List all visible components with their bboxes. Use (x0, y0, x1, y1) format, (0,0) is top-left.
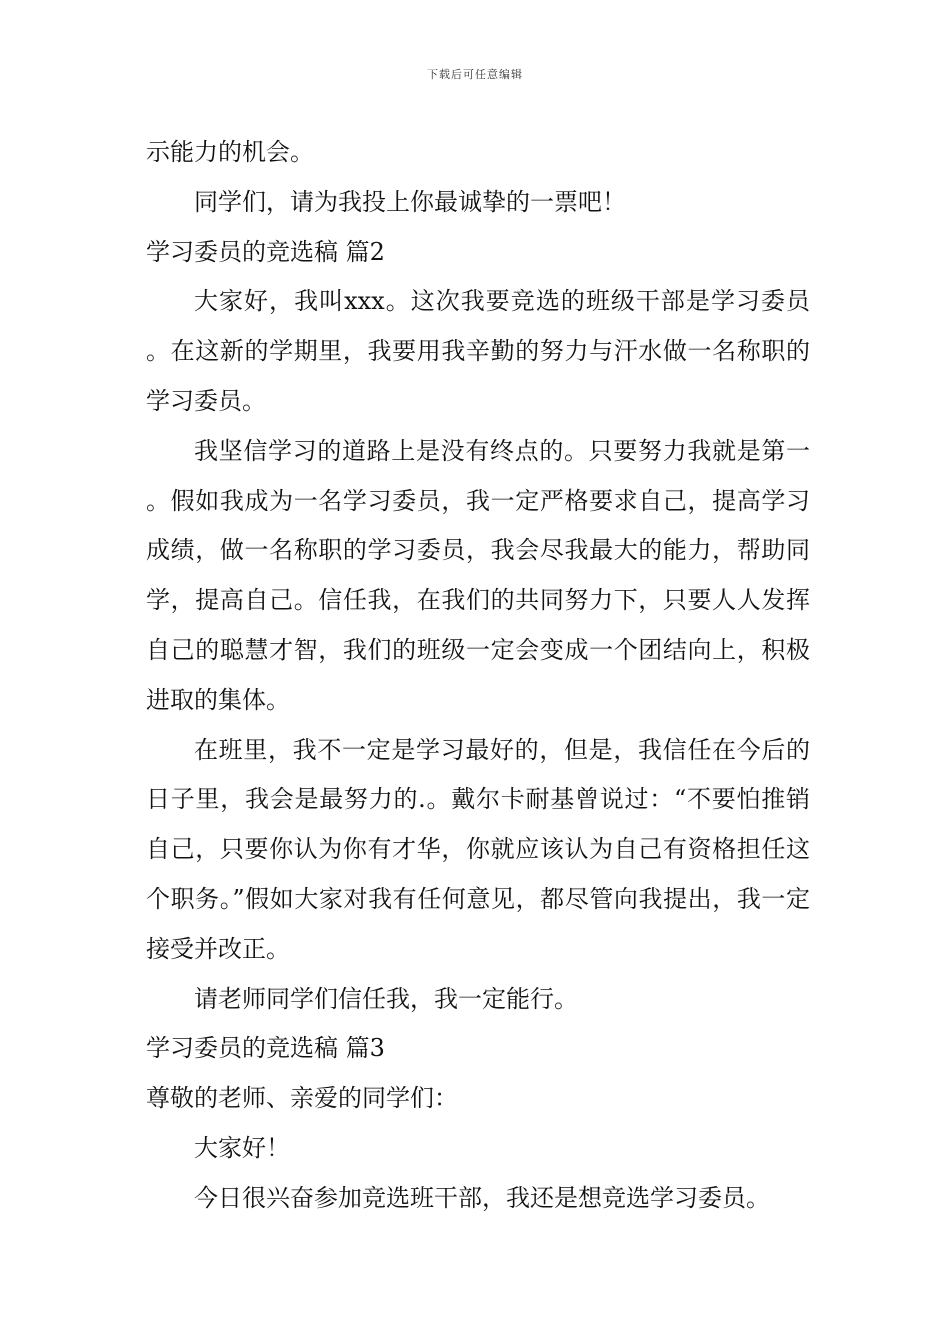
page-header-note: 下载后可任意编辑 (427, 68, 523, 81)
paragraph: 今日很兴奋参加竞选班干部，我还是想竞选学习委员。 (194, 1183, 770, 1212)
section-heading: 学习委员的竞选稿 篇2 (146, 237, 385, 266)
paragraph: 同学们，请为我投上你最诚挚的一票吧！ (194, 187, 626, 216)
paragraph: 请老师同学们信任我，我一定能行。 (194, 984, 578, 1013)
paragraph: 示能力的机会。 (146, 138, 314, 166)
paragraph: 大家好，我叫xxx。这次我要竞选的班级干部是学习委员。在这新的学期里，我要用我辛勤的努力与汗水做一名称职的学习委员。 (146, 287, 810, 415)
document-body (146, 128, 810, 1224)
section-heading: 学习委员的竞选稿 篇3 (146, 1034, 385, 1063)
paragraph: 我坚信学习的道路上是没有终点的。只要努力我就是第一。假如我成为一名学习委员，我一定严格要求自己，提高学习成绩，做一名称职的学习委员，我会尽我最大的能力，帮助同学，提高自己。信任我，在我们的共同努力下，只要人人发挥自己的聪慧才智，我们的班级一定会变成一个团结向上，积极进取的集体。 (146, 436, 810, 714)
paragraph: 在班里，我不一定是学习最好的，但是，我信任在今后的日子里，我会是最努力的.。戴尔卡耐基曾说过：“不要怕推销自己，只要你认为你有才华，你就应该认为自己有资格担任这个职务。”假如大家对我有任何意见，都尽管向我提出，我一定接受并改正。 (146, 735, 810, 963)
salutation: 尊敬的老师、亲爱的同学们： (146, 1084, 458, 1113)
paragraph: 大家好！ (194, 1133, 290, 1162)
